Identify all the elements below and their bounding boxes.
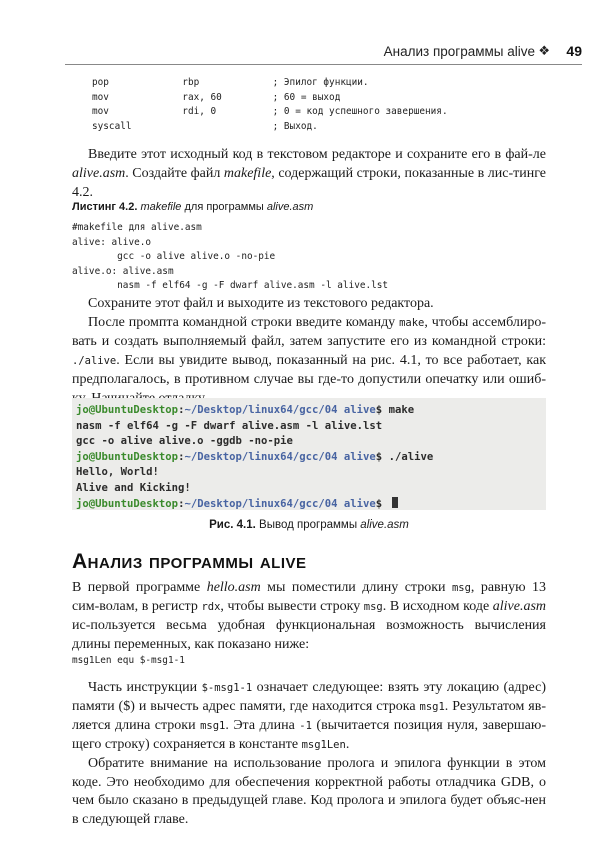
text: означает следующее: взять эту локацию (адрес) памяти ($) и вычесть адрес памяти, где находится строка xyxy=(72,680,546,714)
figure-file: alive.asm xyxy=(360,519,409,531)
paragraph-run-instructions xyxy=(72,295,546,408)
text: Сохраните этот файл и выходите из текстового редактора. xyxy=(88,296,434,311)
inline-code: $-msg1-1 xyxy=(201,682,253,694)
paragraph-instruction-explanation xyxy=(72,679,546,830)
listing-caption-text: для программы xyxy=(181,201,267,213)
text: . Результатом яв-ляется длина строки xyxy=(72,698,547,733)
text: мы поместили длину строки xyxy=(260,580,452,595)
page-number: 49 xyxy=(566,43,582,59)
figure-label: Рис. 4.1. xyxy=(209,519,256,531)
prompt-user: jo@UbuntuDesktop xyxy=(76,450,179,463)
prompt-end: $ xyxy=(375,450,389,463)
text-block xyxy=(72,314,546,409)
makefile-code-block: #makefile для alive.asm alive: alive.o gcc -o alive alive.o -no-pie alive.o: alive.asm nasm -f elf64 -g -F dwarf alive.asm -l alive.lst xyxy=(72,222,389,291)
inline-code: msg1 xyxy=(419,700,445,713)
text: . Если вы увидите вывод, показанный на рис. 4.1, то все работает, как предполагалось, в противном случае вы где-то допустили опечатку или ошиб- xyxy=(72,352,546,387)
text: ис-пользуется весьма удобная функциональная возможность вычисления длины переменных, как показано ниже: xyxy=(72,617,546,652)
prompt-user: jo@UbuntuDesktop xyxy=(76,497,179,510)
text: . Создайте файл xyxy=(125,165,224,181)
terminal-output xyxy=(72,398,546,512)
text: В первой программе xyxy=(72,580,207,595)
inline-code-make: make xyxy=(399,316,425,329)
text: (вычитается позиция нуля, завершаю-щего строку) сохраняется в константе xyxy=(72,717,546,752)
text: Часть инструкции xyxy=(88,680,202,695)
inline-code: msg xyxy=(451,582,471,594)
terminal-cursor xyxy=(392,497,398,508)
inline-code: msg1Len xyxy=(301,738,346,751)
prompt-end: $ xyxy=(375,497,389,510)
terminal-line: Hello, World! xyxy=(76,466,159,479)
prompt-path: ~/Desktop/linux64/gcc/04 alive xyxy=(184,450,376,463)
filename-alive-asm: alive.asm xyxy=(72,165,126,181)
text: После промпта командной строки введите команду xyxy=(88,314,400,330)
paragraph-save-source xyxy=(72,146,546,203)
filename-alive-asm: alive.asm xyxy=(492,598,547,614)
terminal-command: make xyxy=(388,404,415,416)
inline-code: msg xyxy=(363,600,383,613)
text: Введите этот исходный код в текстовом редакторе и сохраните его в фай-ле xyxy=(88,147,546,162)
asm-code-block: pop rbp ; Эпилог функции. mov rax, 60 ; 60 = выход mov rdi, 0 ; 0 = код успешного завершения. syscall ; Выход. xyxy=(92,77,448,132)
listing-file: makefile xyxy=(140,201,182,213)
prompt-path: ~/Desktop/linux64/gcc/04 alive xyxy=(184,404,376,416)
paragraph-alive-analysis xyxy=(72,579,546,655)
inline-code: msg1 xyxy=(200,719,226,732)
terminal-line: Alive and Kicking! xyxy=(76,481,191,494)
msg1len-code-line: msg1Len equ $-msg1-1 xyxy=(72,655,185,666)
prompt-end: $ xyxy=(375,404,389,416)
text: , чтобы вывести строку xyxy=(220,598,364,614)
text: , содержащий строки, показанные в лис-тинге 4.2. xyxy=(72,165,546,200)
ornament-diamond-icon: ❖ xyxy=(538,43,550,58)
listing-caption xyxy=(72,201,313,213)
inline-code: -1 xyxy=(299,719,312,732)
prompt-path: ~/Desktop/linux64/gcc/04 alive xyxy=(184,497,376,510)
text: , равную 13 сим-волам, в регистр xyxy=(72,580,547,614)
inline-code: rdx xyxy=(201,600,221,613)
prompt-user: jo@UbuntuDesktop xyxy=(76,404,179,416)
terminal-line: nasm -f elf64 -g -F dwarf alive.asm -l alive.lst xyxy=(76,419,383,432)
terminal-command: ./alive xyxy=(388,450,434,463)
text: . В исходном коде xyxy=(382,598,493,614)
listing-target: alive.asm xyxy=(266,201,314,213)
prompt-sep: : xyxy=(178,450,185,463)
text: , чтобы ассемблиро-вать и создать выполняемый файл, затем запустите его из командной строки: xyxy=(72,314,546,349)
running-head-title: Анализ программы alive xyxy=(383,44,535,59)
text: . xyxy=(345,736,350,752)
text: Обратите внимание на использование пролога и эпилога функции в этом коде. Это необходимо для обеспечения корректной работы отладчика GDB, о чем было сказано в предыдущей главе. Код пролога и эпилога будет объяс-нен в следующей главе. xyxy=(72,755,546,828)
terminal-screenshot xyxy=(72,398,546,510)
figure-caption xyxy=(72,519,546,531)
filename-makefile: makefile xyxy=(223,165,272,181)
section-title: Анализ программы alive xyxy=(72,550,307,573)
prompt-sep: : xyxy=(178,404,185,416)
inline-code-run: ./alive xyxy=(72,354,117,367)
text: . Эта длина xyxy=(225,717,300,733)
filename-hello-asm: hello.asm xyxy=(206,580,261,595)
listing-label: Листинг 4.2. xyxy=(72,201,138,213)
terminal-line: gcc -o alive alive.o -ggdb -no-pie xyxy=(76,435,293,448)
header-rule xyxy=(65,64,582,65)
figure-caption-text: Вывод программы xyxy=(255,519,361,531)
prompt-sep: : xyxy=(178,497,185,510)
